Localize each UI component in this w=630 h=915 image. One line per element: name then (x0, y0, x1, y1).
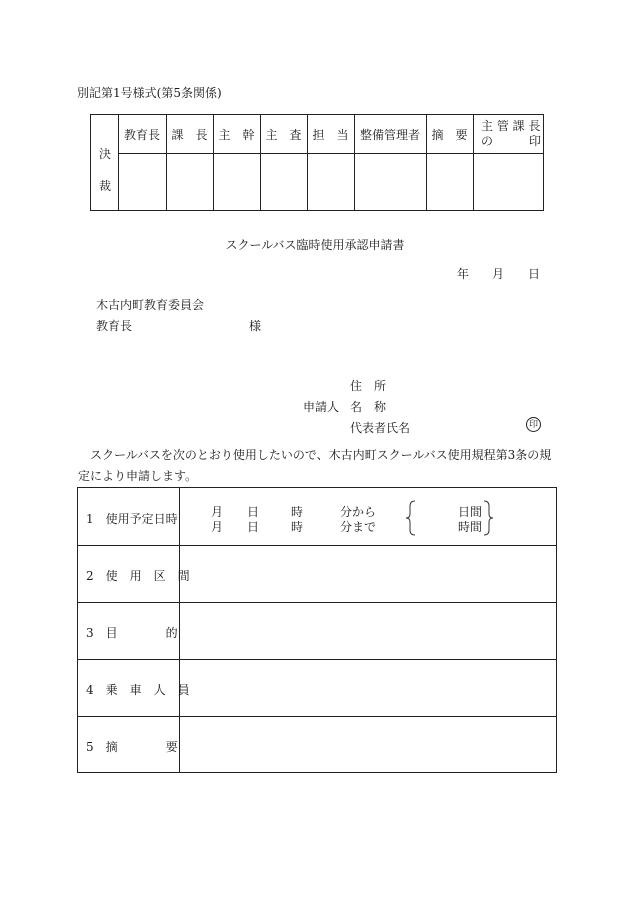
stamp-header-line (118, 153, 543, 154)
applicant-name-label: 名 称 (350, 400, 387, 414)
schedule-end-month: 月 (211, 520, 224, 534)
table-column-divider (179, 488, 180, 772)
schedule-hours: 時間 (458, 520, 483, 534)
stamp-header-chief-seal-line2: の 印 (481, 134, 542, 148)
addressee-position: 教育長 (96, 319, 133, 333)
addressee-organization: 木古内町教育委員会 (96, 298, 205, 312)
form-number-label: 別記第1号様式(第5条関係) (77, 86, 222, 100)
document-title: スクールバス臨時使用承認申請書 (225, 238, 405, 252)
addressee-honorific: 様 (249, 319, 262, 333)
schedule-start-month: 月 (211, 505, 224, 519)
approval-side-label-bottom: 裁 (99, 179, 112, 193)
row-label-purpose: 3 目 的 (86, 626, 178, 640)
schedule-end-hour: 時 (291, 520, 304, 534)
application-details-table (77, 487, 557, 773)
row-label-passengers: 4 乗 車 人 員 (86, 683, 190, 697)
schedule-start-day: 日 (247, 505, 260, 519)
applicant-address-label: 住 所 (350, 379, 387, 393)
table-row-divider (78, 659, 556, 660)
row-label-usage-section: 2 使 用 区 間 (86, 569, 190, 583)
stamp-divider (473, 115, 474, 210)
schedule-end-day: 日 (247, 520, 260, 534)
seal-icon: 印 (526, 417, 541, 432)
stamp-header-remarks: 摘 要 (431, 127, 468, 142)
stamp-header-superintendent: 教育長 (123, 127, 160, 142)
table-row-divider (78, 602, 556, 603)
date-day-label: 日 (528, 267, 541, 281)
schedule-start-minute: 分から (340, 505, 377, 519)
stamp-header-inspector: 主 査 (265, 127, 302, 142)
table-row-divider (78, 545, 556, 546)
stamp-header-maintenance-manager: 整備管理者 (359, 127, 420, 142)
application-statement: スクールバスを次のとおり使用したいので、木古内町スクールバス使用規程第3条の規定により申請します。 (78, 448, 552, 483)
schedule-days: 日間 (458, 505, 483, 519)
table-row-divider (78, 716, 556, 717)
date-year-label: 年 (457, 267, 470, 281)
stamp-header-section-chief: 課 長 (171, 127, 208, 142)
row-label-scheduled-datetime: 1 使用予定日時 (86, 512, 178, 526)
left-brace-icon (404, 500, 418, 536)
schedule-end-minute: 分まで (340, 520, 377, 534)
row-label-remarks: 5 摘 要 (86, 740, 178, 754)
stamp-header-chief-seal-line1: 主 管 課 長 (481, 119, 541, 133)
stamp-header-staff: 担 当 (312, 127, 349, 142)
right-brace-icon (481, 500, 495, 536)
date-month-label: 月 (492, 267, 505, 281)
applicant-label: 申請人 (303, 400, 340, 414)
approval-side-label-top: 決 (99, 147, 112, 161)
schedule-start-hour: 時 (291, 505, 304, 519)
applicant-representative-label: 代表者氏名 (350, 421, 411, 435)
approval-stamp-table (90, 114, 544, 211)
stamp-header-chief: 主 幹 (218, 127, 255, 142)
